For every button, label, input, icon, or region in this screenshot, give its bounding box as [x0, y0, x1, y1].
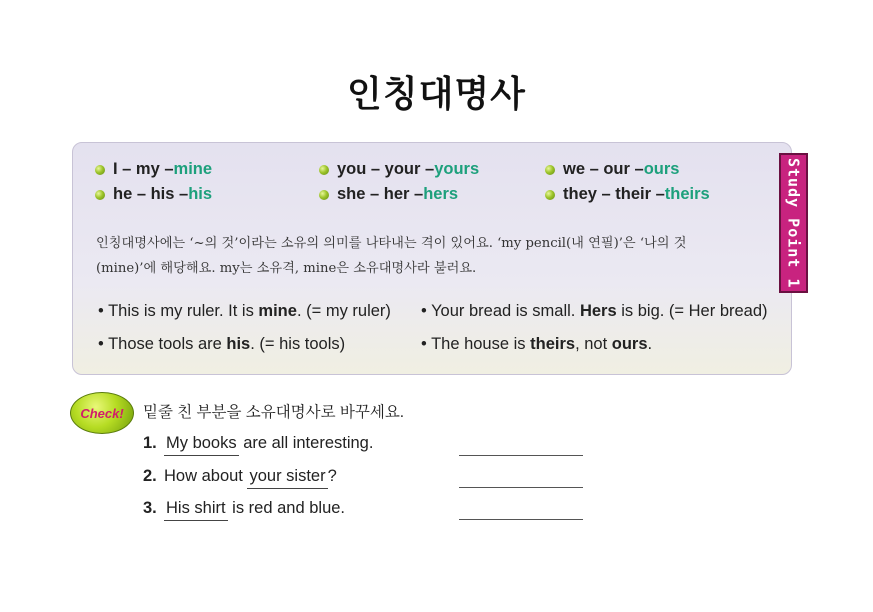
- pronoun-item: [319, 160, 479, 179]
- exercise-question: [143, 499, 345, 521]
- exercise-instruction: 밑줄 친 부분을 소유대명사로 바꾸세요.: [143, 404, 405, 421]
- example-text: • Your bread is small.: [421, 302, 580, 320]
- pronoun-item: [545, 160, 679, 179]
- pronoun-forms: he – his –: [113, 185, 189, 203]
- example-text: • Those tools are: [98, 335, 227, 353]
- example-sentence: [98, 335, 345, 354]
- question-text: is red and blue.: [227, 499, 346, 517]
- possessive-pronoun: ours: [643, 160, 680, 178]
- exercise-question: [143, 434, 373, 456]
- question-text: ?: [327, 467, 337, 485]
- example-text: • The house is: [421, 335, 531, 353]
- question-number: 1.: [143, 434, 157, 452]
- study-point-tab-label: Study Point 1: [784, 157, 803, 289]
- check-badge-label: Check!: [80, 405, 124, 421]
- question-text: are all interesting.: [238, 434, 374, 452]
- check-badge: [70, 392, 134, 434]
- answer-blank[interactable]: [459, 455, 583, 456]
- bullet-icon: [545, 190, 555, 200]
- example-text: . (= my ruler): [296, 302, 391, 320]
- question-number: 2.: [143, 467, 157, 485]
- bullet-icon: [545, 165, 555, 175]
- bullet-icon: [319, 165, 329, 175]
- example-text: • This is my ruler. It is: [98, 302, 259, 320]
- bullet-icon: [319, 190, 329, 200]
- pronoun-forms: she – her –: [337, 185, 424, 203]
- pronoun-item: [95, 160, 212, 179]
- pronoun-forms: I – my –: [113, 160, 174, 178]
- explanation-line-1: 인칭대명사에는 ‘~의 것’이라는 소유의 의미를 나타내는 격이 있어요. ‘my pencil(내 연필)’은 ‘나의 것: [96, 236, 687, 251]
- bullet-icon: [95, 190, 105, 200]
- question-number: 3.: [143, 499, 157, 517]
- example-bold: theirs: [530, 335, 576, 353]
- pronoun-item: [545, 185, 710, 204]
- example-bold: his: [226, 335, 251, 353]
- underlined-phrase: My books: [164, 434, 239, 456]
- example-bold: Hers: [579, 302, 617, 320]
- possessive-pronoun: hers: [423, 185, 459, 203]
- possessive-pronoun: theirs: [664, 185, 710, 203]
- example-text: . (= his tools): [250, 335, 346, 353]
- example-text: is big. (= Her bread): [616, 302, 768, 320]
- example-sentence: [98, 302, 391, 321]
- example-bold: ours: [611, 335, 648, 353]
- page-title: 인칭대명사: [347, 73, 526, 114]
- possessive-pronoun: mine: [173, 160, 213, 178]
- bullet-icon: [95, 165, 105, 175]
- pronoun-forms: they – their –: [563, 185, 665, 203]
- underlined-phrase: His shirt: [164, 499, 228, 521]
- example-sentence: [421, 335, 652, 354]
- possessive-pronoun: yours: [434, 160, 480, 178]
- explanation-line-2: (mine)’에 해당해요. my는 소유격, mine은 소유대명사라 불러요.: [96, 261, 477, 276]
- example-text: , not: [575, 335, 612, 353]
- example-bold: mine: [258, 302, 297, 320]
- question-text: How about: [164, 467, 248, 485]
- pronoun-item: [319, 185, 458, 204]
- pronoun-item: [95, 185, 212, 204]
- example-sentence: [421, 302, 768, 321]
- answer-blank[interactable]: [459, 487, 583, 488]
- underlined-phrase: your sister: [247, 467, 327, 489]
- pronoun-forms: you – your –: [337, 160, 435, 178]
- answer-blank[interactable]: [459, 519, 583, 520]
- possessive-pronoun: his: [188, 185, 213, 203]
- example-text: .: [647, 335, 653, 353]
- exercise-question: [143, 467, 337, 489]
- pronoun-forms: we – our –: [563, 160, 644, 178]
